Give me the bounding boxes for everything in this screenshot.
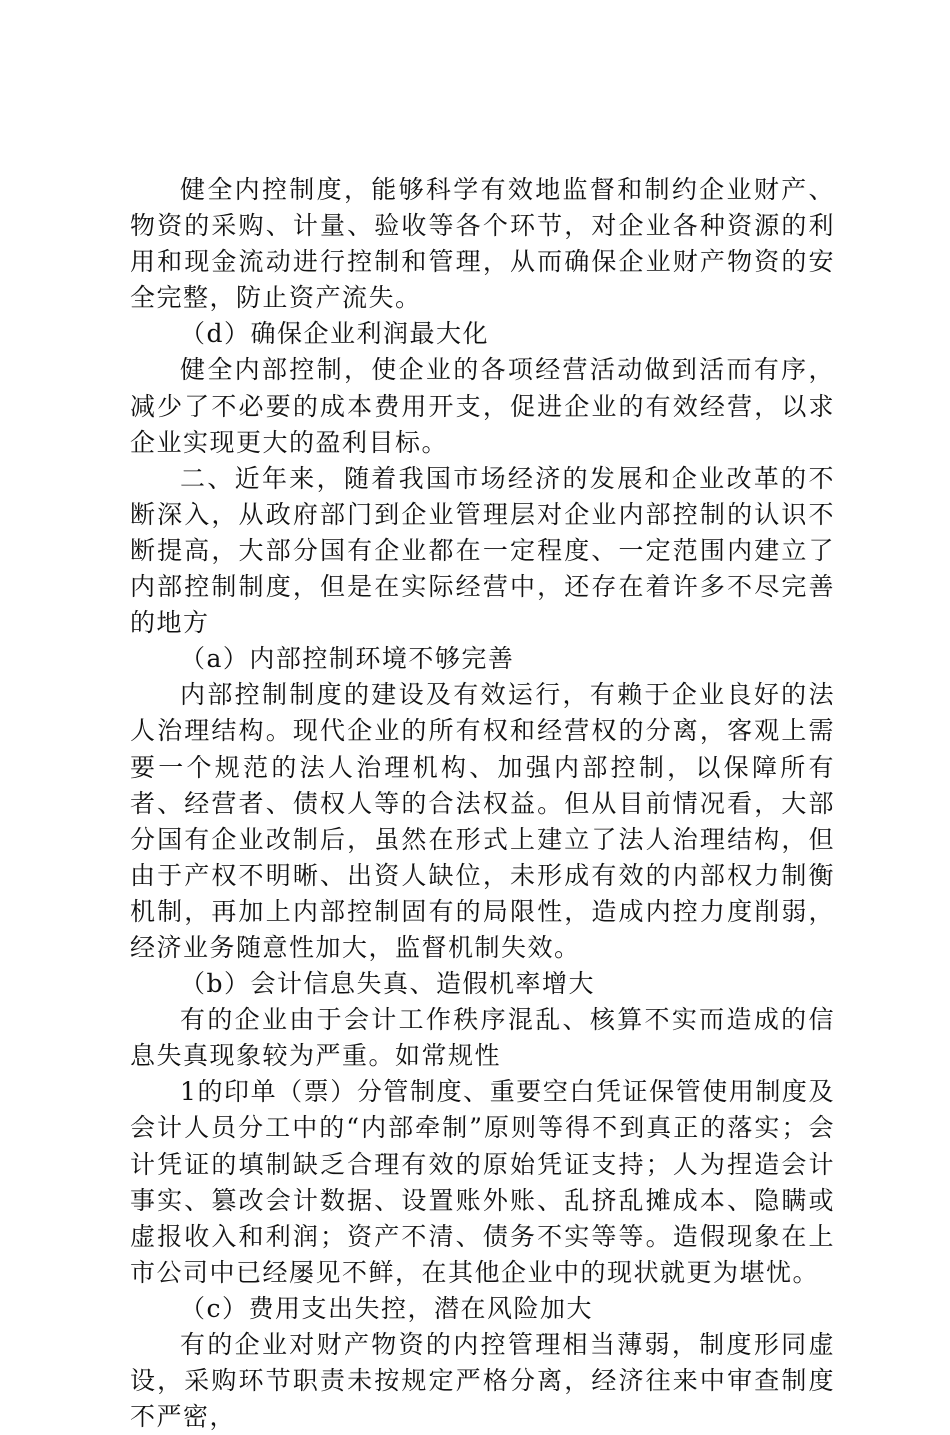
document-page	[130, 172, 835, 1435]
paragraph-section-two-intro: 二、近年来，随着我国市场经济的发展和企业改革的不断深入，从政府部门到企业管理层对企业内部控制的认识不断提高，大部分国有企业都在一定程度、一定范围内建立了内部控制制度，但是在实际经营中，还存在着许多不尽完善的地方	[130, 463, 835, 638]
paragraph-accounting-distortion: 有的企业由于会计工作秩序混乱、核算不实而造成的信息失真现象较为严重。如常规性	[130, 1005, 835, 1071]
paragraph-profit: 健全内部控制，使企业的各项经营活动做到活而有序，减少了不必要的成本费用开支，促进企业的有效经营，以求企业实现更大的盈利目标。	[130, 355, 835, 457]
heading-accounting-distortion: （b）会计信息失真、造假机率增大	[180, 969, 596, 999]
paragraph-expense-control: 有的企业对财产物资的内控管理相当薄弱，制度形同虚设，采购环节职责未按规定严格分离，经济往来中审查制度不严密，	[130, 1330, 835, 1432]
heading-profit-maximization: （d）确保企业利润最大化	[180, 319, 490, 349]
heading-control-environment: （a）内部控制环境不够完善	[180, 644, 515, 674]
heading-expense-control: （c）费用支出失控，潜在风险加大	[180, 1293, 594, 1323]
paragraph-asset-safety: 健全内控制度，能够科学有效地监督和制约企业财产、物资的采购、计量、验收等各个环节，对企业各种资源的利用和现金流动进行控制和管理，从而确保企业财产物资的安全完整，防止资产流失。	[130, 175, 835, 313]
paragraph-accounting-details: 1的印单（票）分管制度、重要空白凭证保管使用制度及会计人员分工中的“内部牵制”原则等得不到真正的落实；会计凭证的填制缺乏合理有效的原始凭证支持；人为捏造会计事实、篡改会计数据、设置账外账、乱挤乱摊成本、隐瞒或虚报收入和利润；资产不清、债务不实等等。造假现象在上市公司中已经屡见不鲜，在其他企业中的现状就更为堪忧。	[130, 1077, 835, 1287]
paragraph-control-environment: 内部控制制度的建设及有效运行，有赖于企业良好的法人治理结构。现代企业的所有权和经营权的分离，客观上需要一个规范的法人治理机构、加强内部控制，以保障所有者、经营者、债权人等的合法权益。但从目前情况看，大部分国有企业改制后，虽然在形式上建立了法人治理结构，但由于产权不明晰、出资人缺位，未形成有效的内部权力制衡机制，再加上内部控制固有的局限性，造成内控力度削弱，经济业务随意性加大，监督机制失效。	[130, 680, 835, 962]
